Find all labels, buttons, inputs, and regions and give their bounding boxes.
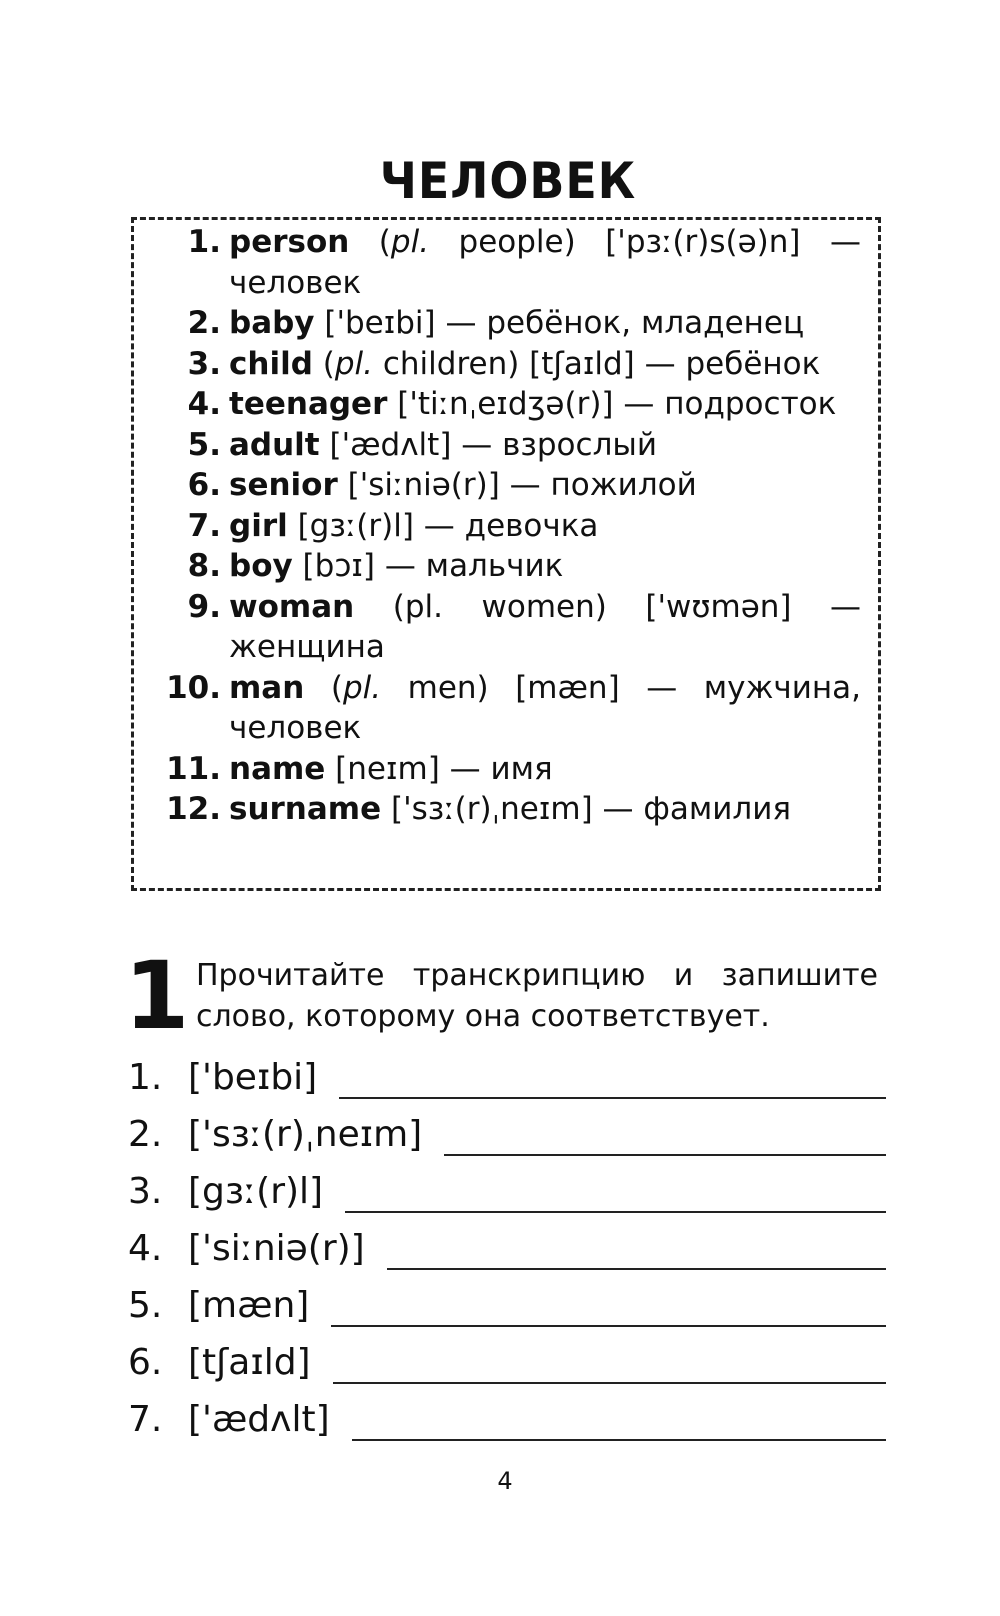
- task-number: 6.: [128, 1342, 163, 1383]
- plural-open: (: [304, 669, 343, 706]
- plural-open: (pl.: [354, 588, 443, 625]
- vocabulary-item: [149, 668, 861, 749]
- plural-abbreviation: pl.: [390, 224, 430, 260]
- task-transcription: ['ædʌlt]: [188, 1399, 330, 1440]
- vocabulary-definition: ['wʊmən] — женщина: [229, 588, 862, 665]
- exercise-task: [128, 1171, 886, 1228]
- vocabulary-definition: [bɔɪ] — мальчик: [292, 548, 564, 584]
- exercise-task: [128, 1285, 886, 1342]
- vocabulary-word: surname: [229, 791, 382, 827]
- vocabulary-number: 12.: [166, 791, 221, 827]
- vocabulary-entry: [225, 749, 861, 790]
- vocabulary-entry: [225, 465, 861, 506]
- task-number: 2.: [128, 1114, 163, 1155]
- exercise-task: [128, 1399, 886, 1456]
- vocabulary-entry: [225, 384, 861, 425]
- vocabulary-word: child: [229, 345, 313, 382]
- vocabulary-entry: [225, 425, 861, 466]
- vocabulary-number: 4.: [187, 386, 221, 422]
- answer-line[interactable]: [345, 1211, 886, 1213]
- answer-line[interactable]: [387, 1268, 886, 1270]
- vocabulary-word: girl: [229, 507, 288, 544]
- vocabulary-number: 11.: [166, 750, 221, 787]
- task-transcription: ['beɪbi]: [188, 1057, 318, 1098]
- vocabulary-entry: [225, 303, 861, 344]
- vocabulary-definition: ['beɪbi] — ребёнок, младенец: [314, 305, 805, 341]
- vocabulary-item: [149, 546, 861, 587]
- plural-form: men): [381, 669, 489, 706]
- plural-open: (: [312, 345, 335, 382]
- vocabulary-item: [149, 465, 861, 506]
- vocabulary-entry: [225, 546, 861, 587]
- vocabulary-definition: ['sɜː(r)ˌneɪm] — фамилия: [381, 791, 792, 827]
- exercise-task: [128, 1057, 886, 1114]
- vocabulary-item: [149, 789, 861, 830]
- vocabulary-entry: [225, 506, 861, 547]
- vocabulary-number: 10.: [166, 669, 221, 706]
- vocabulary-item: [149, 425, 861, 466]
- vocabulary-number: 2.: [187, 305, 221, 341]
- vocabulary-entry: [225, 668, 861, 749]
- vocabulary-item: [149, 384, 861, 425]
- task-number: 4.: [128, 1228, 163, 1269]
- vocabulary-entry: [225, 344, 861, 385]
- vocabulary-entry: [225, 222, 861, 303]
- answer-line[interactable]: [331, 1325, 886, 1327]
- vocabulary-entry: [225, 587, 861, 668]
- vocabulary-word: man: [229, 669, 305, 706]
- exercise-task: [128, 1342, 886, 1399]
- vocabulary-definition: [tʃaɪld] — ребёнок: [519, 345, 821, 382]
- exercise-number: 1: [124, 942, 190, 1051]
- vocabulary-number: 8.: [187, 548, 221, 584]
- vocabulary-item: [149, 303, 861, 344]
- vocabulary-number: 1.: [187, 224, 221, 260]
- vocabulary-definition: ['pɜː(r)s(ə)n] — человек: [229, 224, 861, 301]
- answer-line[interactable]: [444, 1154, 886, 1156]
- vocabulary-definition: [gɜː(r)l] — девочка: [287, 507, 599, 544]
- page-title: ЧЕЛОВЕК: [379, 151, 637, 210]
- answer-line[interactable]: [352, 1439, 886, 1441]
- plural-abbreviation: pl.: [334, 345, 373, 382]
- plural-form: people): [429, 224, 576, 260]
- plural-open: (: [349, 224, 391, 260]
- plural-form: women): [443, 588, 607, 625]
- task-transcription: [gɜː(r)l]: [188, 1171, 324, 1212]
- vocabulary-entry: [225, 789, 861, 830]
- vocabulary-word: teenager: [229, 386, 388, 422]
- vocabulary-word: woman: [229, 588, 355, 625]
- exercise-task: [128, 1114, 886, 1171]
- answer-line[interactable]: [339, 1097, 886, 1099]
- vocabulary-number: 6.: [187, 467, 221, 503]
- vocabulary-number: 9.: [187, 588, 221, 625]
- page-number: 4: [497, 1467, 513, 1495]
- vocabulary-item: [149, 506, 861, 547]
- plural-form: children): [373, 345, 520, 382]
- plural-abbreviation: pl.: [342, 669, 382, 706]
- vocabulary-definition: [neɪm] — имя: [325, 750, 553, 787]
- vocabulary-number: 7.: [187, 507, 221, 544]
- task-transcription: ['siːniə(r)]: [188, 1228, 365, 1269]
- vocabulary-item: [149, 587, 861, 668]
- vocabulary-definition: ['siːniə(r)] — пожилой: [337, 467, 697, 503]
- vocabulary-item: [149, 749, 861, 790]
- vocabulary-word: name: [229, 750, 326, 787]
- vocabulary-word: boy: [229, 548, 293, 584]
- answer-line[interactable]: [333, 1382, 886, 1384]
- vocabulary-item: [149, 344, 861, 385]
- vocabulary-list: [149, 222, 861, 830]
- task-number: 1.: [128, 1057, 163, 1098]
- task-number: 7.: [128, 1399, 163, 1440]
- vocabulary-number: 3.: [187, 345, 221, 382]
- vocabulary-definition: ['ædʌlt] — взрослый: [319, 426, 658, 463]
- vocabulary-definition: [mæn] — мужчина, человек: [229, 669, 861, 746]
- task-transcription: [mæn]: [188, 1285, 310, 1326]
- vocabulary-word: senior: [229, 467, 338, 503]
- task-number: 3.: [128, 1171, 163, 1212]
- vocabulary-word: baby: [229, 305, 315, 341]
- task-number: 5.: [128, 1285, 163, 1326]
- exercise-task-list: [128, 1057, 886, 1456]
- vocabulary-number: 5.: [187, 426, 221, 463]
- exercise-task: [128, 1228, 886, 1285]
- vocabulary-definition: ['tiːnˌeɪdʒə(r)] — подросток: [387, 386, 837, 422]
- task-transcription: ['sɜː(r)ˌneɪm]: [188, 1114, 423, 1155]
- vocabulary-word: person: [229, 224, 350, 260]
- exercise-instruction: Прочитайте транскрипцию и запишите слово, которому она соответствует.: [196, 958, 878, 1034]
- vocabulary-word: adult: [229, 426, 320, 463]
- task-transcription: [tʃaɪld]: [188, 1342, 311, 1383]
- vocabulary-item: [149, 222, 861, 303]
